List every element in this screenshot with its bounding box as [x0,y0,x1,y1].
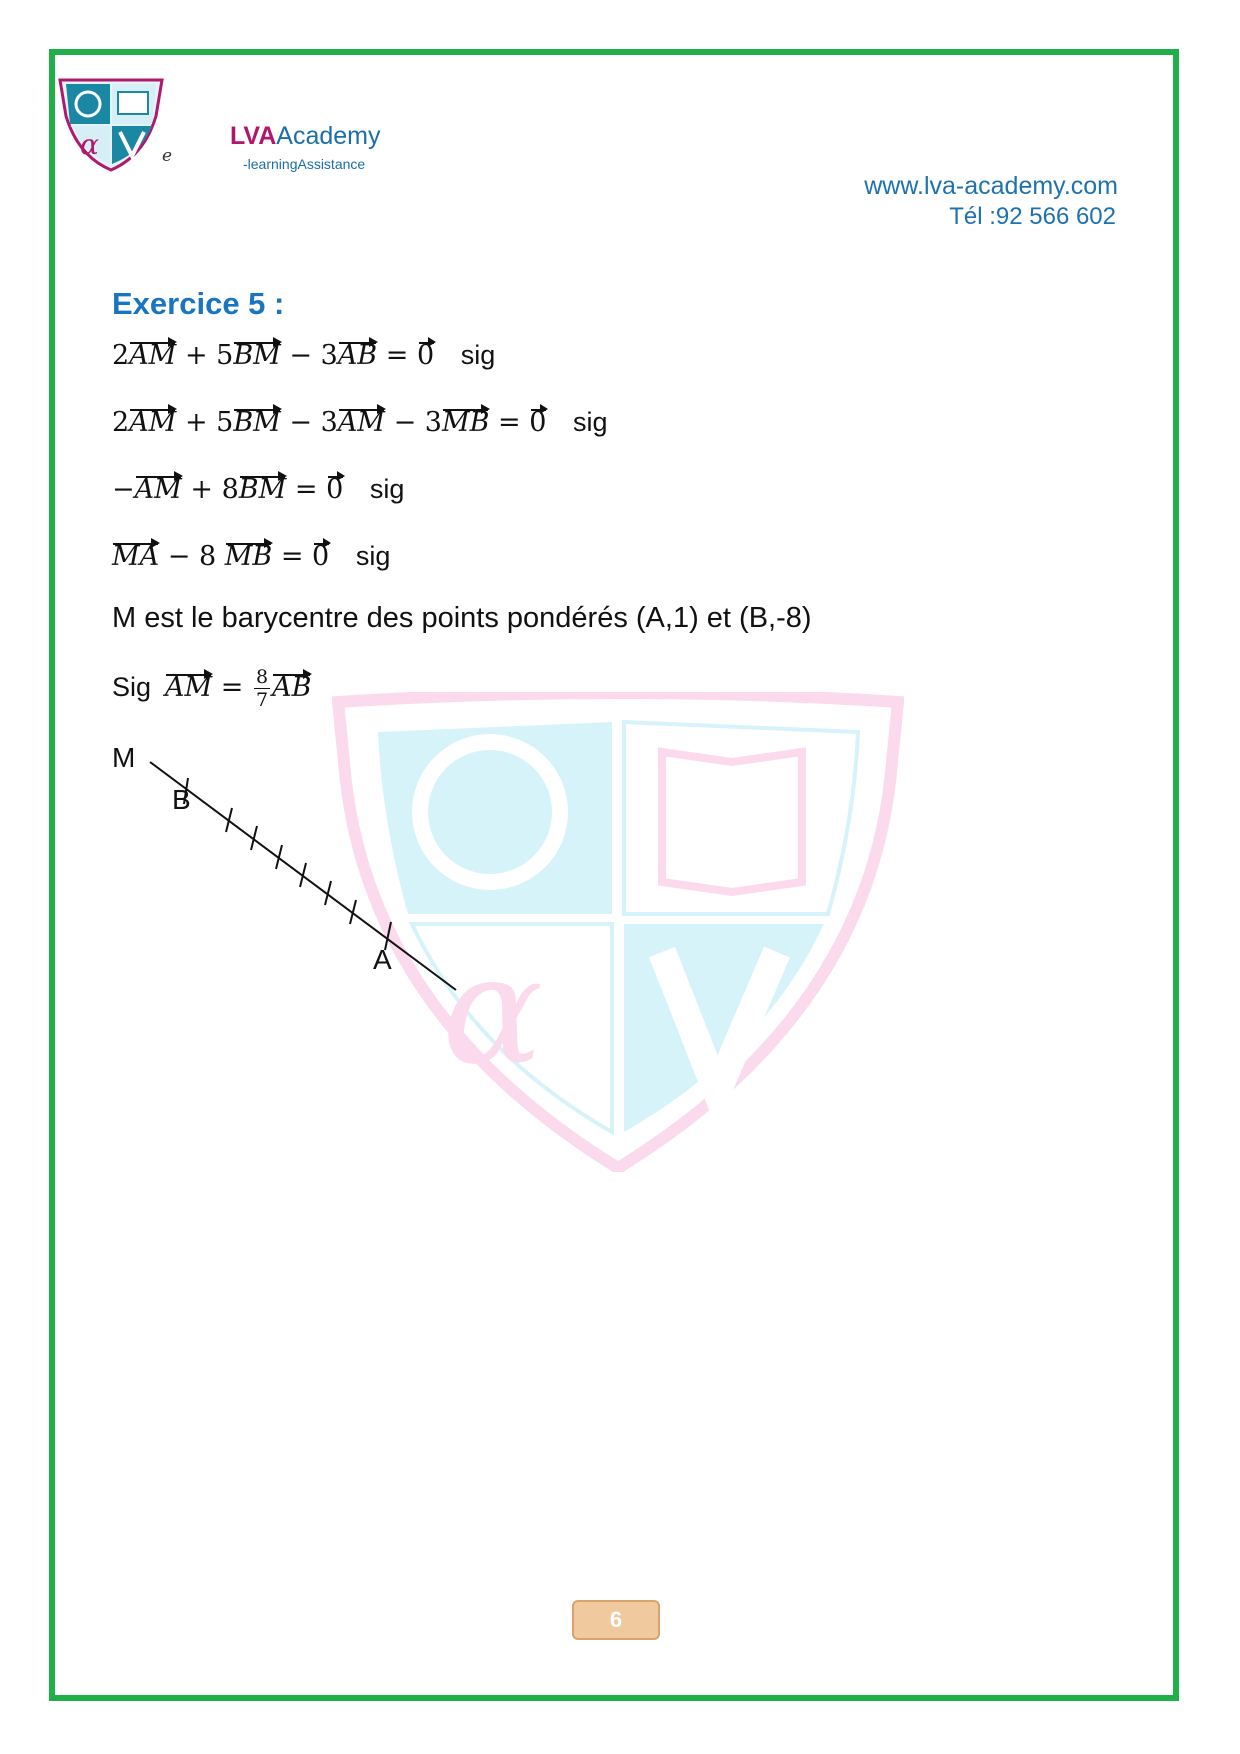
minus-sign: − [112,474,135,505]
equals-sign: = [280,541,304,572]
fraction-numerator: 8 [256,666,269,688]
operator: − 8 [167,541,217,572]
equals-sign: = [220,672,244,703]
operator: + 5 [184,340,234,371]
operator: − 3 [393,407,442,438]
zero-vector: 0 [529,407,547,438]
sig-word: sig [573,407,608,437]
vector-bm: BM [233,340,281,371]
phone-number: Tél :92 566 602 [949,203,1116,230]
point-a-label: A [373,944,392,975]
operator: + 8 [190,474,239,505]
vector-ab: AB [272,672,312,703]
coef: 2 [112,407,130,438]
brand-subtitle: -learningAssistance [243,156,366,172]
equals-sign: = [294,474,318,505]
vector-mb: MB [224,541,273,572]
operator: − 3 [289,340,338,371]
page-number-badge: 6 [572,1600,660,1640]
sig-word: Sig [112,672,152,702]
vector-bm: BM [238,474,287,505]
equals-sign: = [385,340,409,371]
vector-ma: MA [112,541,160,572]
sig-word: sig [369,474,405,504]
operator: + 5 [184,407,234,438]
point-b-label: B [172,784,191,815]
vector-am: AM [129,340,177,371]
sig-word: sig [460,340,496,370]
vector-am: AM [165,672,213,703]
website-link[interactable]: www.lva-academy.com [864,172,1118,200]
operator: − 3 [289,407,338,438]
brand-academy: Academy [276,122,381,150]
vector-bm: BM [233,407,281,438]
equals-sign: = [498,407,521,438]
vector-am: AM [129,407,177,438]
vector-mb: MB [441,407,490,438]
vector-am: AM [337,407,385,438]
sig-word: sig [355,541,391,571]
brand-lva: LVA [230,122,277,150]
exercise-title: Exercice 5 : [112,286,285,321]
svg-text:α: α [80,128,99,161]
coef: 2 [112,340,130,371]
logo-e-mark: e [162,146,173,166]
fraction-denominator: 7 [256,689,269,711]
zero-vector: 0 [416,340,435,371]
zero-vector: 0 [326,474,344,505]
vector-ab: AB [337,340,378,371]
barycenter-statement: M est le barycentre des points pondérés (A,1) et (B,-8) [112,602,812,634]
svg-text:α: α [442,924,544,1098]
vector-am: AM [134,474,182,505]
zero-vector: 0 [312,541,330,572]
point-m-label: M [112,742,136,773]
